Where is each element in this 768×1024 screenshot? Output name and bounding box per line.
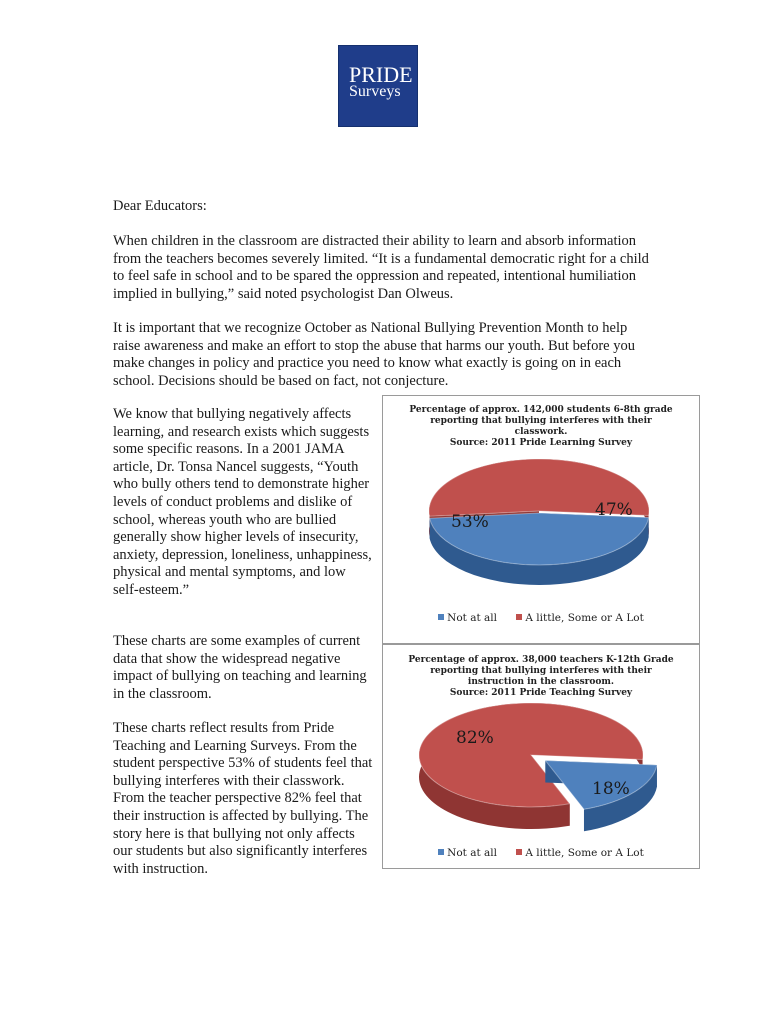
chart-source: Source: 2011 Pride Learning Survey: [449, 438, 633, 448]
legend-label: A little, Some or A Lot: [525, 612, 644, 624]
pie-label-blue: 18%: [592, 779, 630, 799]
logo-text-pride: PRIDE: [349, 62, 413, 87]
legend-swatch-red: [516, 614, 522, 620]
paragraph-survey-results: These charts reflect results from Pride Teaching and Learning Surveys. From the student perspective 53% of students feel that bullying interferes with their classwork. From the teacher perspective 82% feel that their instruction is affected by bullying. The story here is that bullying not only affects our students but also significantly interferes with instruction.: [113, 720, 373, 877]
legend-label: Not at all: [447, 612, 498, 624]
chart-legend: [383, 847, 699, 859]
teacher-pie-svg: [383, 645, 699, 868]
pie-label-red: 82%: [456, 728, 494, 748]
legend-label: Not at all: [447, 847, 498, 859]
chart-title-line: reporting that bullying interferes with their: [430, 416, 652, 426]
student-pie-svg: [383, 396, 699, 643]
paragraph-research: We know that bullying negatively affects learning, and research exists which suggests some specific reasons. In a 2001 JAMA article, Dr. Tonsa Nancel suggests, “Youth who bully others tend to demonstrate higher levels of conduct problems and dislike of school, whereas youth who are bullied generally show higher levels of insecurity, anxiety, depression, loneliness, unhappiness, physical and mental symptoms, and low self-esteem.”: [113, 406, 372, 598]
chart-title-line: instruction in the classroom.: [467, 677, 615, 687]
legend-swatch-blue: [438, 614, 444, 620]
chart-title-line: Percentage of approx. 38,000 teachers K-12th Grade: [408, 655, 674, 665]
teacher-pie-chart: [382, 644, 700, 869]
letter-greeting: Dear Educators:: [113, 198, 207, 214]
legend-swatch-blue: [438, 849, 444, 855]
chart-title-line: Percentage of approx. 142,000 students 6-8th grade: [409, 405, 673, 415]
chart-source: Source: 2011 Pride Teaching Survey: [449, 688, 633, 698]
chart-title-line: reporting that bullying interferes with their: [430, 666, 652, 676]
paragraph-examples: These charts are some examples of current data that show the widespread negative impact of bullying on teaching and learning in the classroom.: [113, 633, 367, 702]
paragraph-distraction: When children in the classroom are distracted their ability to learn and absorb information from the teachers becomes severely limited. “It is a fundamental democratic right for a child to feel safe in school and to be spared the oppression and repeated, intentional humiliation implied in bullying,” said noted psychologist Dan Olweus.: [113, 233, 649, 302]
legend-item-not-at-all: [438, 847, 497, 859]
pride-surveys-logo: [338, 45, 418, 127]
legend-swatch-red: [516, 849, 522, 855]
legend-item-not-at-all: [438, 612, 497, 624]
legend-item-a-little: [516, 612, 643, 624]
paragraph-prevention-month: It is important that we recognize October as National Bullying Prevention Month to help raise awareness and make an effort to stop the abuse that harms our youth. But before you make changes in policy and practice you need to know what exactly is going on in each school. Decisions should be based on fact, not conjecture.: [113, 320, 635, 389]
logo-text-surveys: Surveys: [349, 83, 401, 100]
pie-label-blue: 47%: [595, 500, 633, 520]
student-pie-chart: [382, 395, 700, 644]
legend-label: A little, Some or A Lot: [525, 847, 644, 859]
chart-title-line: classwork.: [514, 427, 568, 437]
chart-legend: [383, 612, 699, 624]
legend-item-a-little: [516, 847, 643, 859]
pie-label-red: 53%: [451, 512, 489, 532]
